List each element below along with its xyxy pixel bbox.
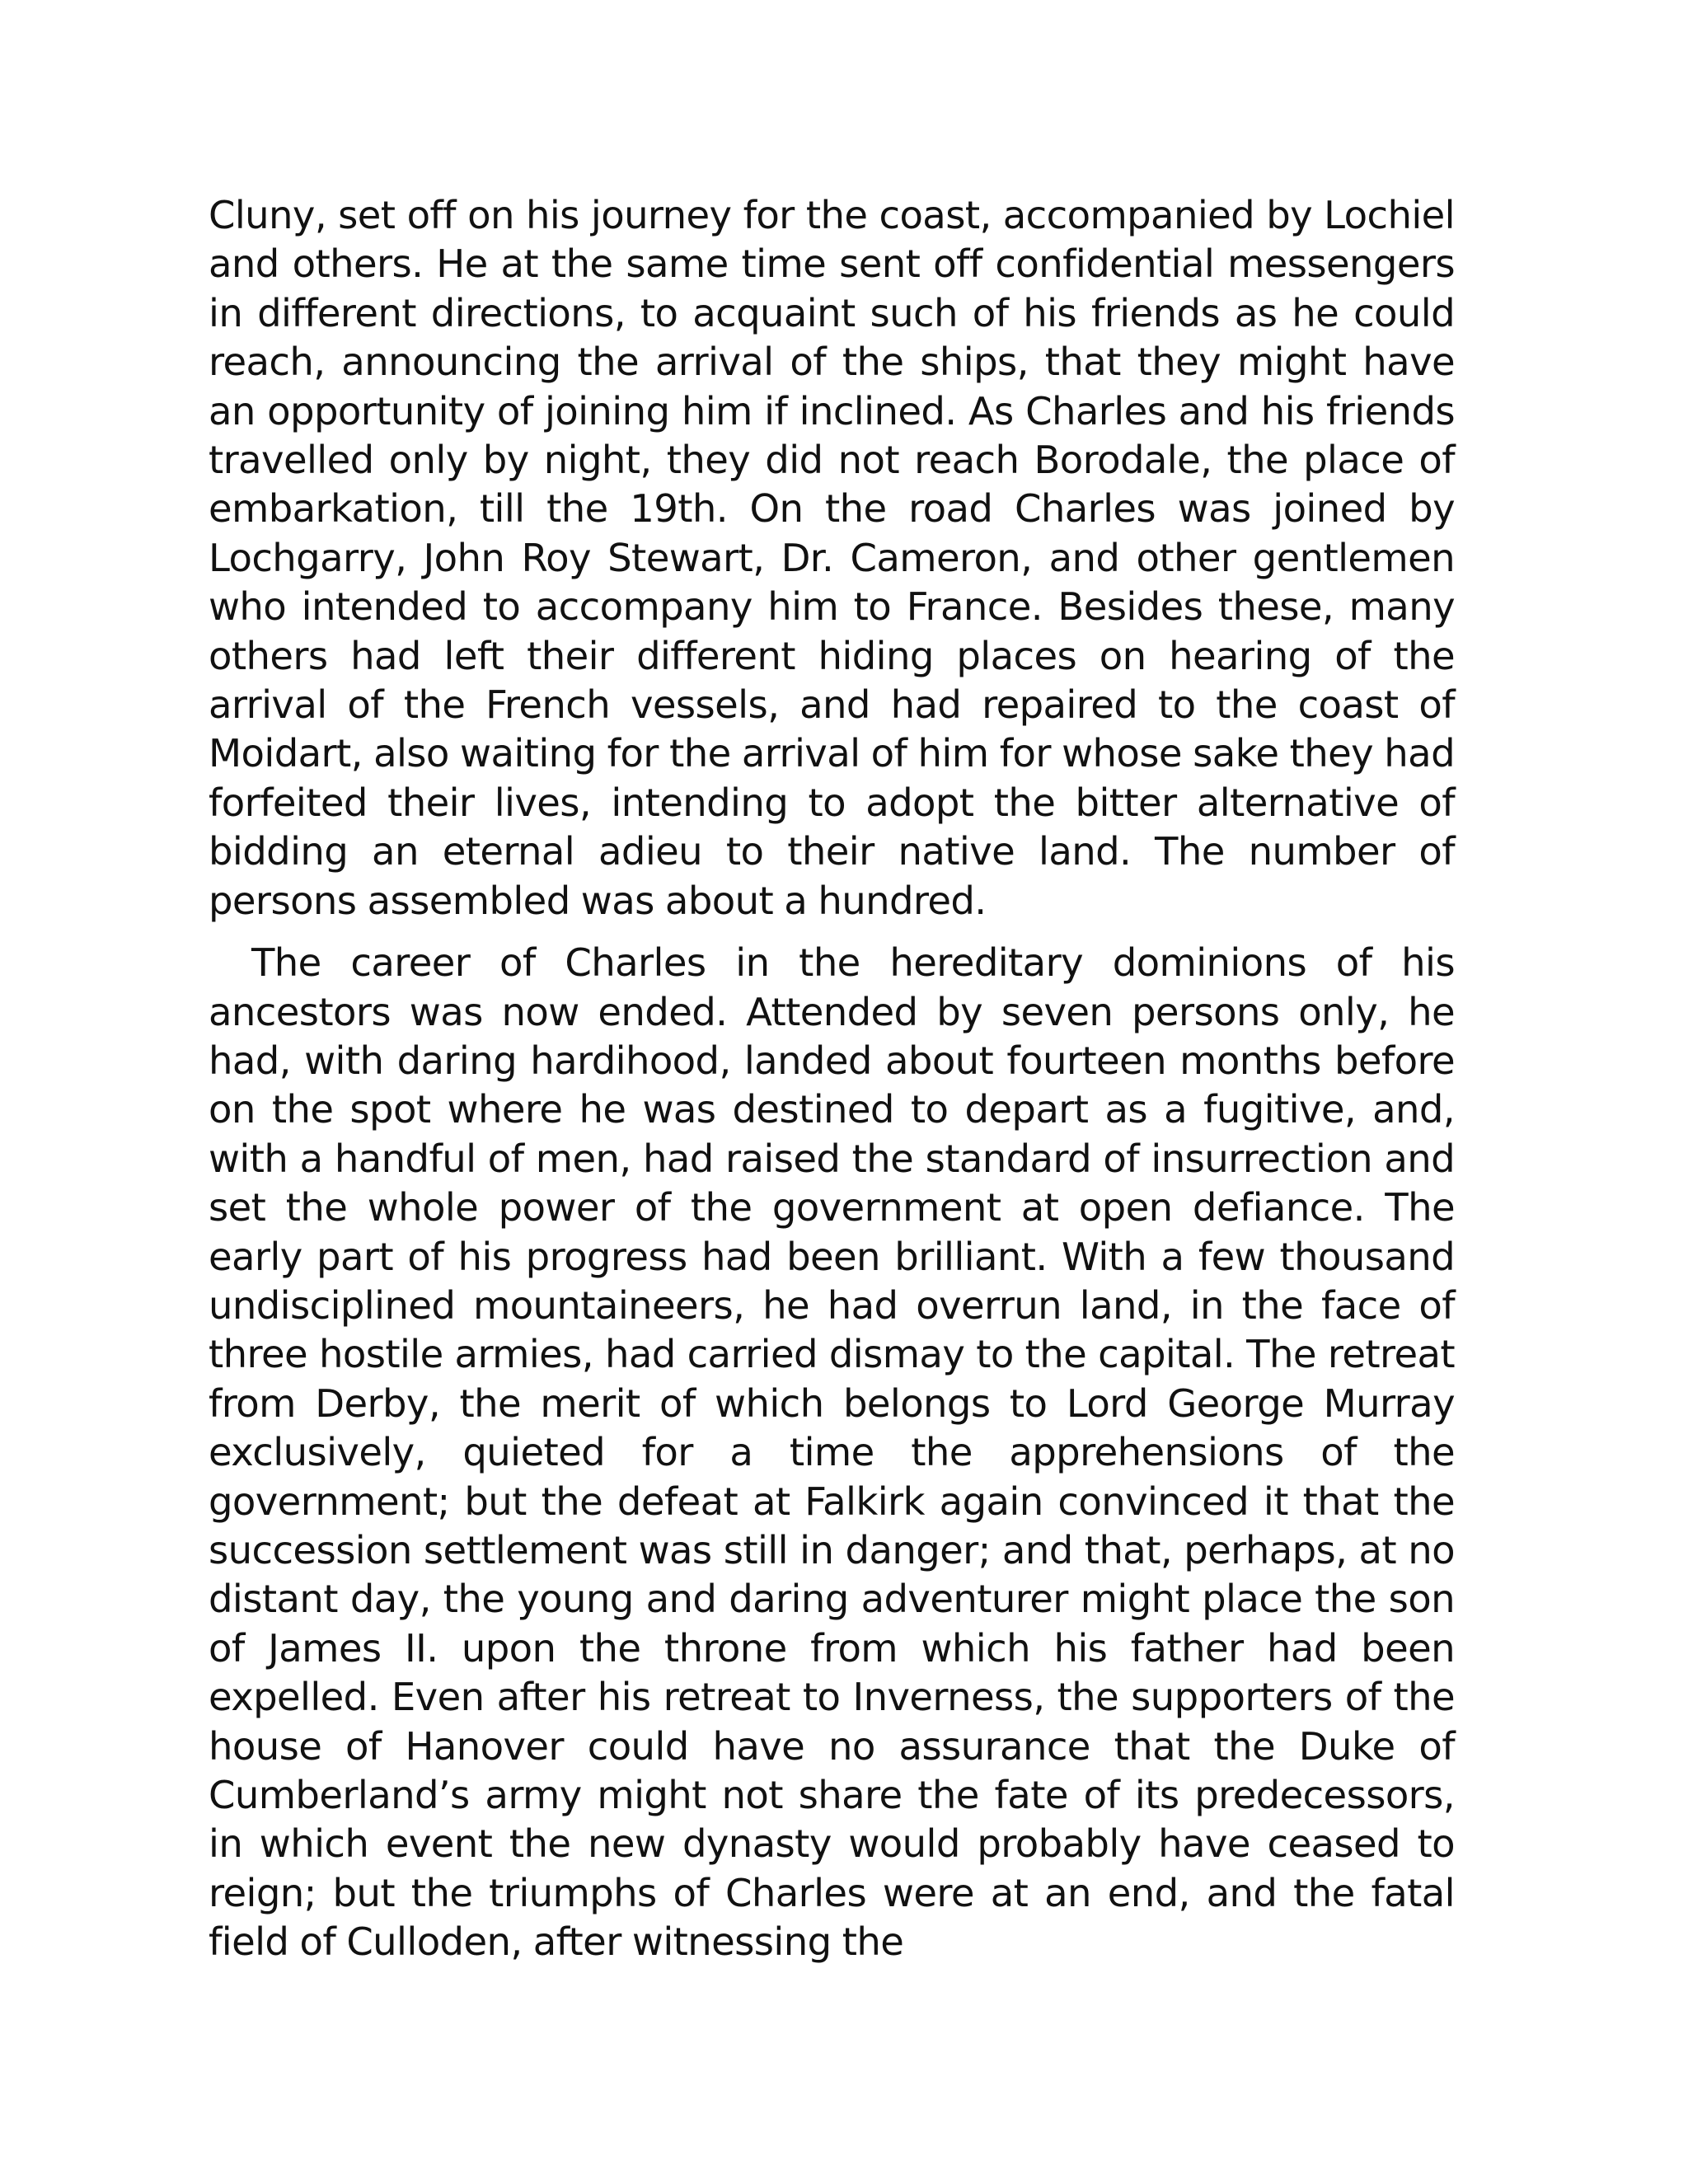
page-text-block: [209, 191, 1455, 1967]
paragraph-2: The career of Charles in the hereditary dominions of his ancestors was now ended. Attended by seven persons only, he had, with daring hardihood, landed about fourteen months before on the spot where he was destined to depart as a fugitive, and, with a handful of men, had raised the standard of insurrection and set the whole power of the government at open defiance. The early part of his progress had been brilliant. With a few thousand undisciplined mountaineers, he had overrun land, in the face of three hostile armies, had carried dismay to the capital. The retreat from Derby, the merit of which belongs to Lord George Murray exclusively, quieted for a time the apprehensions of the government; but the defeat at Falkirk again convinced it that the succession settlement was still in danger; and that, perhaps, at no distant day, the young and daring adventurer might place the son of James II. upon the throne from which his father had been expelled. Even after his retreat to Inverness, the supporters of the house of Hanover could have no assurance that the Duke of Cumberland’s army might not share the fate of its predecessors, in which event the new dynasty would probably have ceased to reign; but the triumphs of Charles were at an end, and the fatal field of Culloden, after witnessing the: [209, 940, 1455, 1965]
paragraph-1: Cluny, set off on his journey for the coast, accompanied by Lochiel and others. He at the same time sent off confidential messengers in different directions, to acquaint such of his friends as he could reach, announcing the arrival of the ships, that they might have an opportunity of joining him if inclined. As Charles and his friends travelled only by night, they did not reach Borodale, the place of embarkation, till the 19th. On the road Charles was joined by Lochgarry, John Roy Stewart, Dr. Cameron, and other gentlemen who intended to accompany him to France. Besides these, many others had left their different hiding places on hearing of the arrival of the French vessels, and had repaired to the coast of Moidart, also waiting for the arrival of him for whose sake they had forfeited their lives, intending to adopt the bitter alternative of bidding an eternal adieu to their native land. The number of persons assembled was about a hundred.: [209, 193, 1455, 923]
